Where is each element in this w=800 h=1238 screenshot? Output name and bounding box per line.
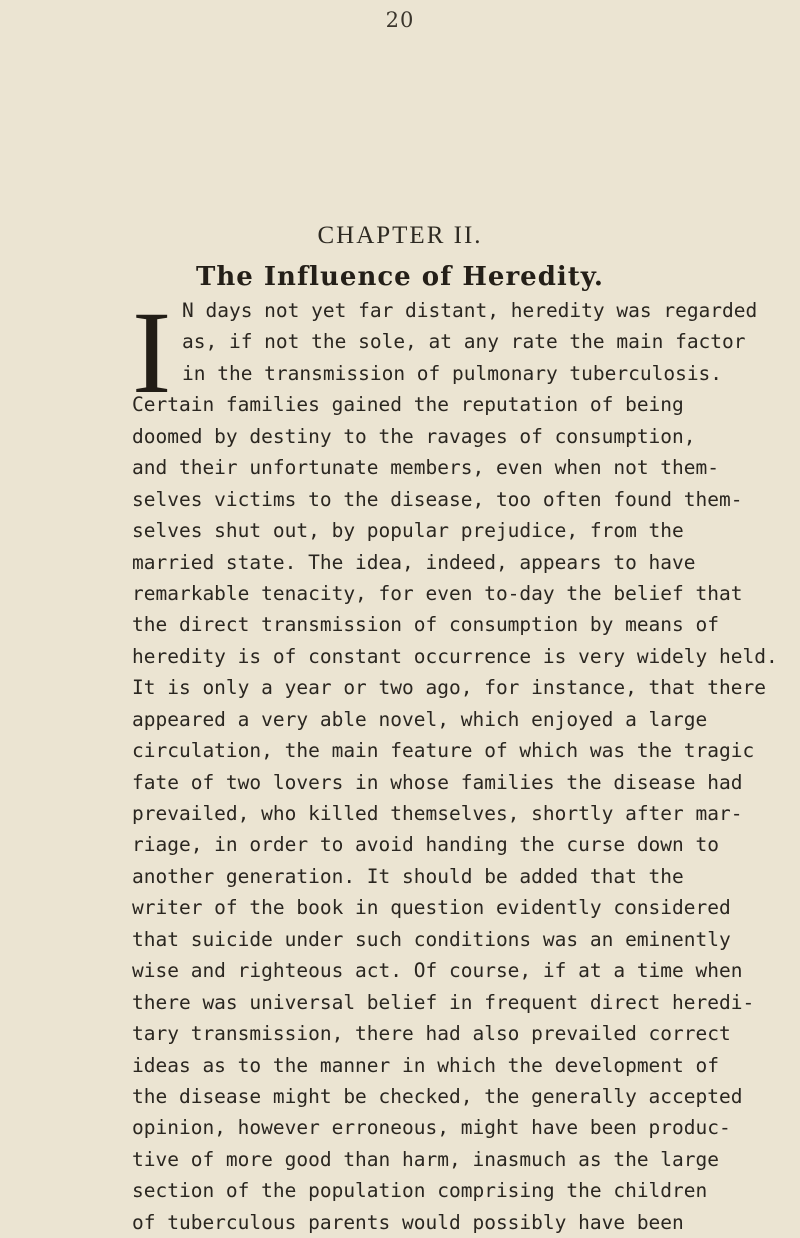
text-line: fate of two lovers in whose families the disease had <box>132 770 743 794</box>
text-line: tary transmission, there had also prevailed correct <box>132 1022 731 1046</box>
text-line: section of the population comprising the children <box>132 1179 708 1203</box>
text-line: ideas as to the manner in which the development of <box>132 1053 719 1077</box>
text-line: heredity is of constant occurrence is very widely held. <box>132 644 778 668</box>
text-line: the disease might be checked, the generally accepted <box>132 1084 743 1108</box>
text-line: Certain families gained the reputation of being <box>132 393 684 417</box>
text-line: remarkable tenacity, for even to-day the belief that <box>132 581 743 605</box>
text-line: selves shut out, by popular prejudice, from the <box>132 519 684 543</box>
text-line: as, if not the sole, at any rate the main factor <box>182 330 746 354</box>
text-line: N days not yet far distant, heredity was regarded <box>182 299 758 322</box>
text-line: doomed by destiny to the ravages of consumption, <box>132 424 696 448</box>
text-line: selves victims to the disease, too often found them- <box>132 487 743 511</box>
chapter-title: The Influence of Heredity. <box>196 262 604 292</box>
text-line: prevailed, who killed themselves, shortly after mar- <box>132 802 743 825</box>
body-text <box>132 287 778 1238</box>
drop-cap: I <box>132 287 172 418</box>
text-line: riage, in order to avoid handing the curse down to <box>132 833 719 857</box>
text-line: the direct transmission of consumption by means of <box>132 613 719 637</box>
text-line: wise and righteous act. Of course, if at a time when <box>132 959 743 983</box>
chapter-heading: CHAPTER II. <box>317 222 483 249</box>
text-line: married state. The idea, indeed, appears to have <box>132 550 696 574</box>
text-line: in the transmission of pulmonary tuberculosis. <box>182 361 723 385</box>
text-line: of tuberculous parents would possibly have been <box>132 1210 684 1234</box>
text-line: It is only a year or two ago, for instance, that there <box>132 676 766 700</box>
text-line: another generation. It should be added that the <box>132 864 684 888</box>
page-number: 20 <box>385 8 415 32</box>
text-line: that suicide under such conditions was an eminently <box>132 927 731 951</box>
text-line: writer of the book in question evidently considered <box>132 896 731 920</box>
text-line: there was universal belief in frequent direct heredi- <box>132 990 755 1014</box>
text-line: tive of more good than harm, inasmuch as the large <box>132 1147 719 1171</box>
text-line: circulation, the main feature of which was the tragic <box>132 739 755 763</box>
text-line: opinion, however erroneous, might have been produc- <box>132 1116 731 1140</box>
text-line: appeared a very able novel, which enjoyed a large <box>132 707 708 731</box>
text-line: and their unfortunate members, even when not them- <box>132 456 719 480</box>
